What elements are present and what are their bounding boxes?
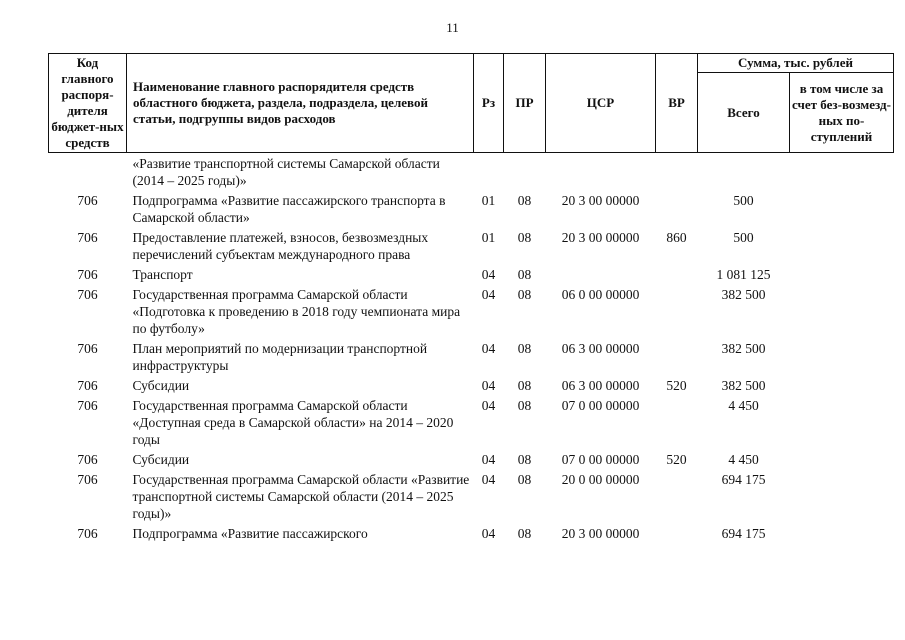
cell-pr: 08 [517, 398, 532, 413]
cell-name: Предоставление платежей, взносов, безвозмездных перечислений субъектам международного права [132, 230, 429, 262]
cell-total: 382 500 [721, 287, 766, 302]
cell-rz: 04 [481, 378, 496, 393]
cell-total: 500 [733, 230, 754, 245]
table-row [49, 449, 894, 469]
header-pr: ПР [504, 54, 546, 153]
cell-rz: 04 [481, 452, 496, 467]
cell-including [790, 284, 894, 338]
cell-csr: 06 3 00 00000 [561, 341, 640, 356]
cell-name: Подпрограмма «Развитие пассажирского [132, 526, 368, 541]
cell-code: 706 [77, 398, 98, 413]
cell-vr [656, 153, 698, 191]
cell-including [790, 264, 894, 284]
cell-total: 382 500 [721, 341, 766, 356]
cell-rz: 04 [481, 287, 496, 302]
cell-rz: 04 [481, 526, 496, 541]
cell-csr: 07 0 00 00000 [561, 398, 640, 413]
cell-total: 500 [733, 193, 754, 208]
cell-total: 694 175 [721, 526, 766, 541]
cell-total: 382 500 [721, 378, 766, 393]
cell-csr [546, 264, 656, 284]
header-rz: Рз [474, 54, 504, 153]
cell-code: 706 [77, 452, 98, 467]
cell-vr [656, 264, 698, 284]
cell-code: 706 [77, 193, 98, 208]
header-csr: ЦСР [546, 54, 656, 153]
cell-code: 706 [77, 287, 98, 302]
table-row [49, 284, 894, 338]
cell-pr [504, 153, 546, 191]
cell-including [790, 227, 894, 264]
cell-name: Подпрограмма «Развитие пассажирского транспорта в Самарской области» [132, 193, 446, 225]
cell-pr: 08 [517, 341, 532, 356]
cell-code: 706 [77, 526, 98, 541]
table-row [49, 227, 894, 264]
cell-including [790, 375, 894, 395]
cell-pr: 08 [517, 193, 532, 208]
cell-pr: 08 [517, 267, 532, 282]
cell-code: 706 [77, 341, 98, 356]
cell-including [790, 523, 894, 543]
cell-csr: 06 3 00 00000 [561, 378, 640, 393]
cell-vr: 520 [666, 452, 687, 467]
cell-vr: 860 [666, 230, 687, 245]
table-row [49, 375, 894, 395]
cell-rz [474, 153, 504, 191]
cell-name: Государственная программа Самарской области «Доступная среда в Самарской области» на 2014 – 2020 годы [132, 398, 454, 447]
header-name: Наименование главного распорядителя средств областного бюджета, раздела, подраздела, целевой статьи, подгруппы видов расходов [127, 54, 474, 153]
cell-including [790, 190, 894, 227]
cell-rz: 04 [481, 472, 496, 487]
cell-total: 694 175 [721, 472, 766, 487]
cell-vr [656, 338, 698, 375]
cell-name: Субсидии [132, 378, 190, 393]
cell-rz: 01 [481, 193, 496, 208]
cell-rz: 01 [481, 230, 496, 245]
cell-code: 706 [77, 230, 98, 245]
header-sum: Сумма, тыс. рублей [698, 54, 894, 73]
cell-including [790, 338, 894, 375]
cell-csr: 20 3 00 00000 [561, 526, 640, 541]
cell-csr: 20 0 00 00000 [561, 472, 640, 487]
table-row [49, 153, 894, 191]
cell-code [49, 153, 127, 191]
cell-rz: 04 [481, 267, 496, 282]
cell-total: 1 081 125 [716, 267, 771, 282]
cell-name: Государственная программа Самарской области «Подготовка к проведению в 2018 году чемпионата мира по футболу» [132, 287, 461, 336]
cell-vr [656, 395, 698, 449]
cell-including [790, 469, 894, 523]
header-total: Всего [698, 73, 790, 153]
cell-rz: 04 [481, 398, 496, 413]
table-row [49, 523, 894, 543]
table-row [49, 264, 894, 284]
cell-pr: 08 [517, 287, 532, 302]
budget-table [48, 53, 894, 543]
table-row [49, 395, 894, 449]
header-vr: ВР [656, 54, 698, 153]
cell-csr: 20 3 00 00000 [561, 230, 640, 245]
cell-csr: 07 0 00 00000 [561, 452, 640, 467]
cell-csr: 06 0 00 00000 [561, 287, 640, 302]
cell-including [790, 449, 894, 469]
cell-including [790, 395, 894, 449]
cell-vr [656, 469, 698, 523]
page-number: 11 [446, 20, 459, 35]
cell-total: 4 450 [728, 452, 759, 467]
cell-csr: 20 3 00 00000 [561, 193, 640, 208]
table-row [49, 190, 894, 227]
table-row [49, 338, 894, 375]
header-code: Код главного распоря-дителя бюджет-ных средств [49, 54, 127, 153]
cell-pr: 08 [517, 452, 532, 467]
cell-name: Государственная программа Самарской области «Развитие транспортной системы Самарской области (2014 – 2025 годы)» [132, 472, 470, 521]
cell-vr [656, 284, 698, 338]
cell-name: «Развитие транспортной системы Самарской области (2014 – 2025 годы)» [132, 156, 440, 188]
cell-pr: 08 [517, 472, 532, 487]
cell-name: Субсидии [132, 452, 190, 467]
header-including: в том числе за счет без-возмезд-ных по-ступлений [790, 73, 894, 153]
cell-vr: 520 [666, 378, 687, 393]
cell-code: 706 [77, 472, 98, 487]
cell-code: 706 [77, 378, 98, 393]
cell-including [790, 153, 894, 191]
cell-pr: 08 [517, 526, 532, 541]
cell-total [698, 153, 790, 191]
cell-total: 4 450 [728, 398, 759, 413]
cell-vr [656, 190, 698, 227]
cell-pr: 08 [517, 230, 532, 245]
cell-pr: 08 [517, 378, 532, 393]
cell-vr [656, 523, 698, 543]
cell-rz: 04 [481, 341, 496, 356]
cell-name: Транспорт [132, 267, 193, 282]
cell-name: План мероприятий по модернизации транспортной инфраструктуры [132, 341, 428, 373]
cell-code: 706 [77, 267, 98, 282]
table-row [49, 469, 894, 523]
cell-csr [546, 153, 656, 191]
